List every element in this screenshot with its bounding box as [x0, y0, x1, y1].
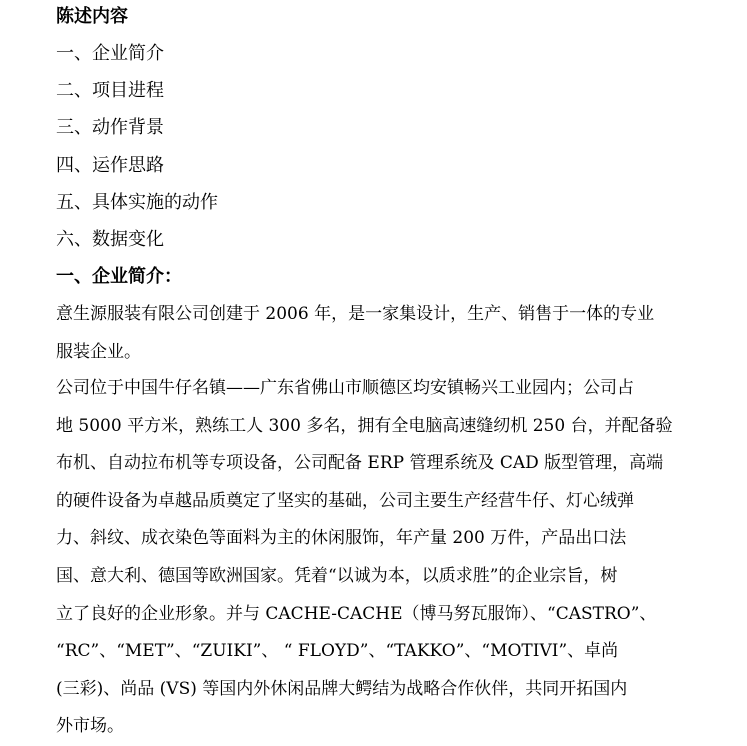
paragraph-line: 公司位于中国牛仔名镇——广东省佛山市顺德区均安镇畅兴工业园内；公司占 [56, 378, 634, 398]
toc-item-2: 二、项目进程 [56, 80, 164, 101]
paragraph-line: 的硬件设备为卓越品质奠定了坚实的基础，公司主要生产经营牛仔、灯心绒弹 [56, 490, 634, 511]
paragraph-line: 立了良好的企业形象。并与 CACHE-CACHE（博马努瓦服饰）、“CASTRO”、 [56, 603, 657, 624]
paragraph-line: 国、意大利、德国等欧洲国家。凭着“以诚为本，以质求胜”的企业宗旨，树 [56, 565, 618, 586]
paragraph-line: 地 5000 平方米，熟练工人 300 多名，拥有全电脑高速缝纫机 250 台，并配备验 [56, 415, 673, 436]
paragraph-line: 外市场。 [56, 716, 124, 737]
paragraph-line: 布机、自动拉布机等专项设备，公司配备 ERP 管理系统及 CAD 版型管理，高端 [56, 453, 664, 474]
toc-item-3: 三、动作背景 [56, 117, 164, 138]
toc-item-4: 四、运作思路 [56, 155, 164, 176]
paragraph-line: “RC”、“MET”、“ZUIKI”、 “ FLOYD”、“TAKKO”、“MOTIVI”、卓尚 [56, 641, 619, 662]
toc-item-5: 五、具体实施的动作 [56, 192, 218, 213]
company-paragraph [56, 370, 720, 746]
paragraph-line: 服装企业。 [56, 341, 141, 362]
document-heading: 陈述内容 [56, 6, 128, 27]
paragraph-line: 意生源服装有限公司创建于 2006 年，是一家集设计，生产、销售于一体的专业 [56, 304, 655, 324]
intro-paragraph [56, 296, 720, 371]
toc-item-6: 六、数据变化 [56, 229, 164, 250]
paragraph-line: 力、斜纹、成衣染色等面料为主的休闲服饰，年产量 200 万件，产品出口法 [56, 528, 627, 549]
section-title: 一、企业简介： [56, 266, 182, 287]
toc-item-1: 一、企业简介 [56, 43, 164, 64]
paragraph-line: (三彩)、尚品 (VS) 等国内外休闲品牌大鳄结为战略合作伙伴，共同开拓国内 [56, 678, 628, 699]
